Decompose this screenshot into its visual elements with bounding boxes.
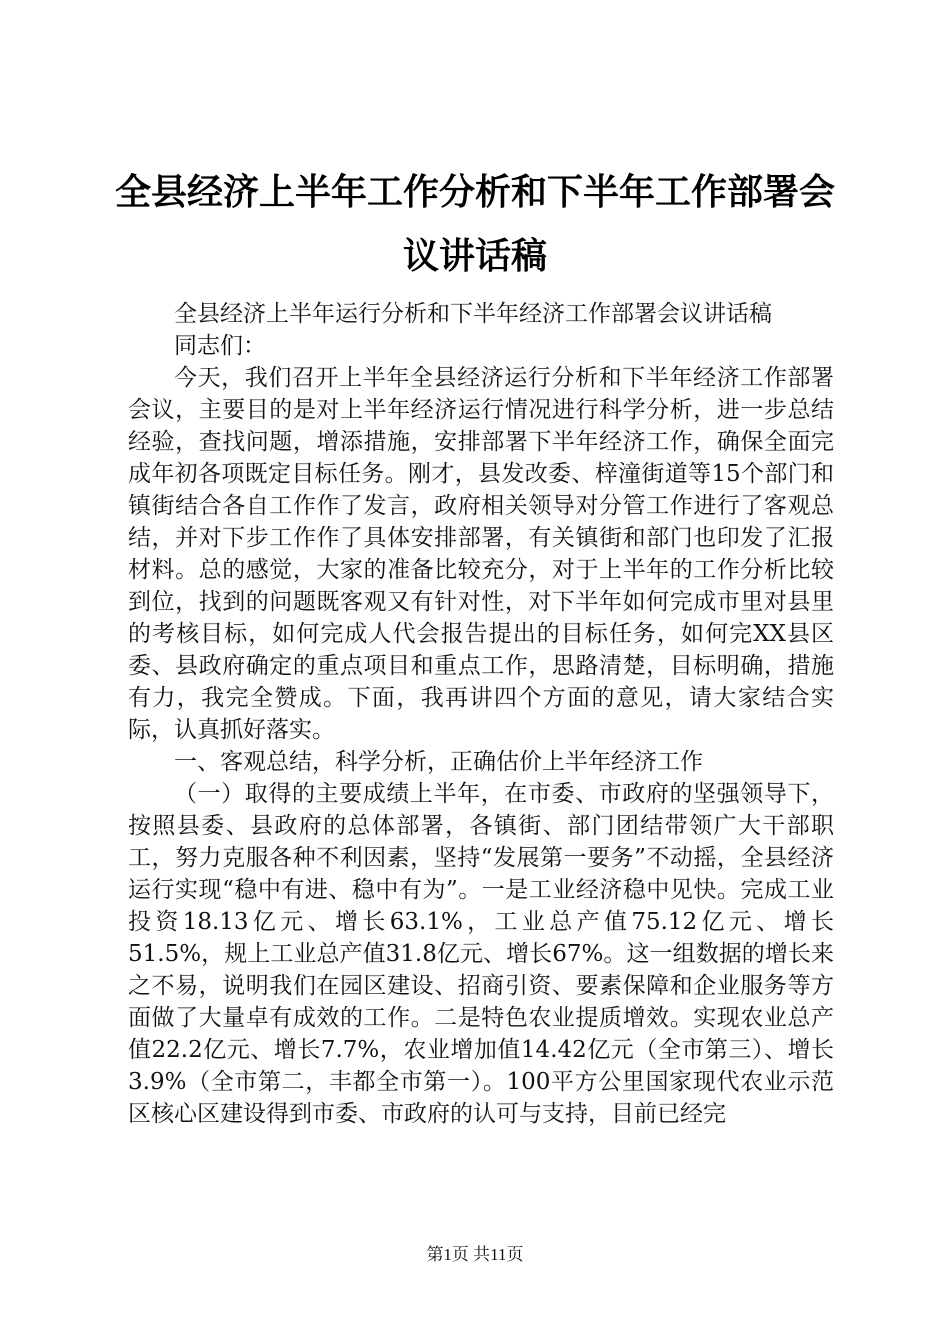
document-title: 全县经济上半年工作分析和下半年工作部署会议讲话稿	[114, 171, 835, 277]
document-subtitle-paragraph: 全县经济上半年运行分析和下半年经济工作部署会议讲话稿	[174, 301, 772, 327]
document-body	[128, 298, 834, 1130]
page-footer: 第1页 共11页	[426, 1245, 524, 1264]
opening-paragraph: 今天，我们召开上半年全县经济运行分析和下半年经济工作部署会议，主要目的是对上半年经济运行情况进行科学分析，进一步总结经验，查找问题，增添措施，安排部署下半年经济工作，确保全面完成年初各项既定目标任务。刚才，县发改委、梓潼街道等15个部门和镇街结合各自工作作了发言，政府相关领导对分管工作进行了客观总结，并对下步工作作了具体安排部署，有关镇街和部门也印发了汇报材料。总的感觉，大家的准备比较充分，对于上半年的工作分析比较到位，找到的问题既客观又有针对性，对下半年如何完成市里对县里的考核目标，如何完成人代会报告提出的目标任务，如何完XX县区委、县政府确定的重点项目和重点工作，思路清楚，目标明确，措施有力，我完全赞成。下面，我再讲四个方面的意见，请大家结合实际，认真抓好落实。	[128, 365, 834, 743]
achievements-paragraph: （一）取得的主要成绩上半年，在市委、市政府的坚强领导下，按照县委、县政府的总体部署，各镇街、部门团结带领广大干部职工，努力克服各种不利因素，坚持“发展第一要务”不动摇，全县经济运行实现“稳中有进、稳中有为”。一是工业经济稳中见快。完成工业投资18.13亿元、增长63.1%，工业总产值75.12亿元、增长51.5%，规上工业总产值31.8亿元、增长67%。这一组数据的增长来之不易，说明我们在园区建设、招商引资、要素保障和企业服务等方面做了大量卓有成效的工作。二是特色农业提质增效。实现农业总产值22.2亿元、增长7.7%，农业增加值14.42亿元（全市第三）、增长3.9%（全市第二，丰都全市第一）。100平方公里国家现代农业示范区核心区建设得到市委、市政府的认可与支持，目前已经完	[128, 781, 834, 1127]
salutation-paragraph: 同志们：	[174, 333, 266, 359]
section-heading: 一、客观总结，科学分析，正确估价上半年经济工作	[174, 749, 703, 775]
